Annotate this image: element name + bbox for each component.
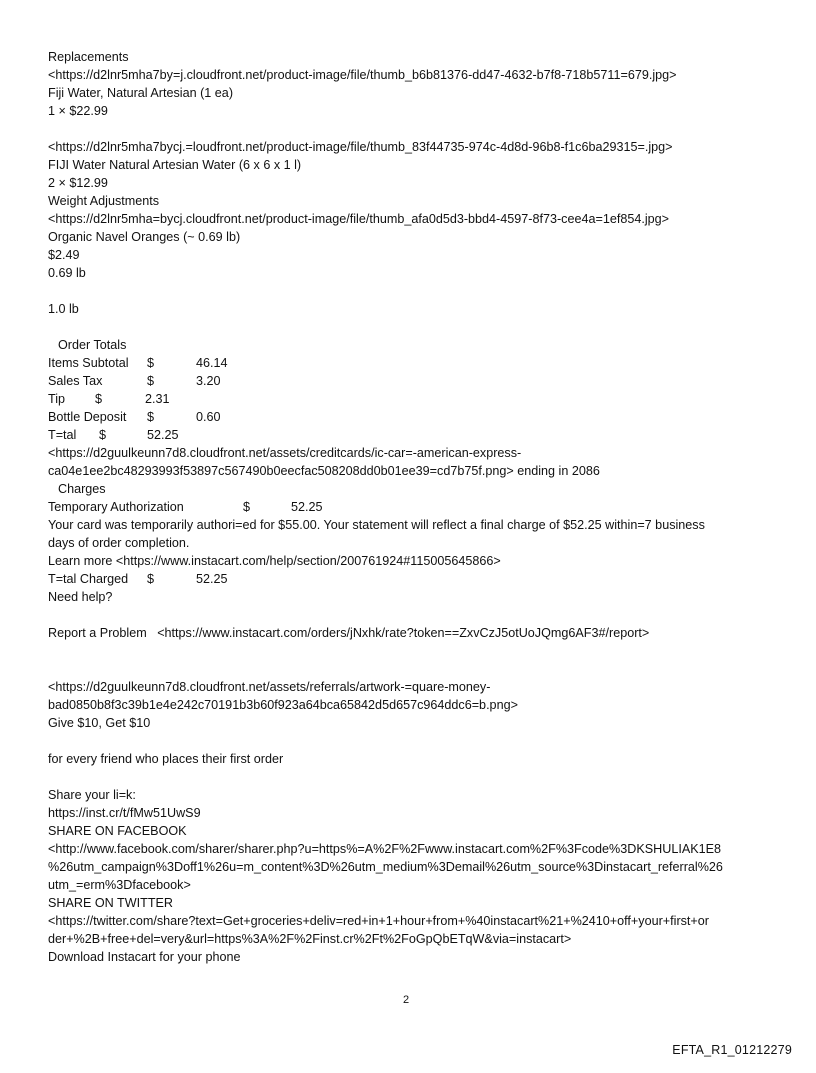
totals-row-value: 3.20 xyxy=(196,374,221,388)
document-id: EFTA_R1_01212279 xyxy=(672,1043,792,1057)
referral-headline: Give $10, Get $10 xyxy=(48,716,151,730)
twitter-url-line1: <https://twitter.com/share?text=Get+groceries+deliv=red+in+1+hour+from+%40instacart%21+%2410+off+your+first+or xyxy=(48,914,709,928)
totals-row-currency: $ xyxy=(99,428,107,442)
replacement-1-name: Fiji Water, Natural Artesian (1 ea) xyxy=(48,86,234,100)
replacement-2-quantity: 2 × $12.99 xyxy=(48,176,108,190)
totals-row-label: Bottle Deposit xyxy=(48,410,127,424)
referral-art-url-cont: bad0850b8f3c39b1e4e242c70191b3b60f923a64bca65842d5d657c964ddc6=b.png> xyxy=(48,698,518,712)
totals-row-label: Sales Tax xyxy=(48,374,103,388)
total-charged-label: T=tal Charged xyxy=(48,572,129,586)
totals-row-value: 46.14 xyxy=(196,356,228,370)
weight-item-name: Organic Navel Oranges (~ 0.69 lb) xyxy=(48,230,241,244)
order-totals-heading: Order Totals xyxy=(58,338,127,352)
total-charged-currency: $ xyxy=(147,572,155,586)
card-image-link[interactable]: <https://d2guulkeunn7d8.cloudfront.net/assets/creditcards/ic-car=-american-express- xyxy=(48,446,522,460)
totals-row-currency: $ xyxy=(95,392,103,406)
share-twitter-button[interactable]: SHARE ON TWITTER xyxy=(48,896,174,910)
referral-subline: for every friend who places their first order xyxy=(48,752,284,766)
share-link-label: Share your li=k: xyxy=(48,788,136,802)
download-app-link[interactable]: Download Instacart for your phone xyxy=(48,950,241,964)
totals-row-value: 2.31 xyxy=(145,392,170,406)
replacement-2-image-link[interactable]: <https://d2lnr5mha7bycj.=loudfront.net/product-image/file/thumb_83f44735-974c-4d8d-96b8-f1c6ba29315=.jpg> xyxy=(48,140,673,154)
facebook-url-line2: %26utm_campaign%3Doff1%26u=m_content%3D%26utm_medium%3Demail%26utm_source%3Dinstacart_referral%26 xyxy=(48,860,723,874)
auth-note-line2: days of order completion. xyxy=(48,536,190,550)
twitter-url-line2: der+%2B+free+del=very&url=https%3A%2F%2Finst.cr%2Ft%2FoGpQbETqW&via=instacart> xyxy=(48,932,572,946)
temp-auth-currency: $ xyxy=(243,500,251,514)
replacements-heading: Replacements xyxy=(48,50,129,64)
totals-row-label: T=tal xyxy=(48,428,77,442)
weight-final: 1.0 lb xyxy=(48,302,79,316)
facebook-url-line3: utm_=erm%3Dfacebook> xyxy=(48,878,191,892)
totals-row-currency: $ xyxy=(147,356,155,370)
facebook-url-line1: <http://www.facebook.com/sharer/sharer.php?u=https%=A%2F%2Fwww.instacart.com%2F%3Fcode%3DKSHULIAK1E8 xyxy=(48,842,722,856)
weight-item-price: $2.49 xyxy=(48,248,80,262)
totals-row-label: Items Subtotal xyxy=(48,356,129,370)
report-problem-link[interactable]: Report a Problem <https://www.instacart.com/orders/jNxhk/rate?token==ZxvCzJ5otUoJQmg6AF3#/report> xyxy=(48,626,650,640)
replacement-1-image-link[interactable]: <https://d2lnr5mha7by=j.cloudfront.net/product-image/file/thumb_b6b81376-dd47-4632-b7f8-718b5711=679.jpg> xyxy=(48,68,677,82)
weight-adjustments-heading: Weight Adjustments xyxy=(48,194,160,208)
total-charged-value: 52.25 xyxy=(196,572,228,586)
weight-item-image-link[interactable]: <https://d2lnr5mha=bycj.cloudfront.net/product-image/file/thumb_afa0d5d3-bbd4-4597-8f73-cee4a=1ef854.jpg> xyxy=(48,212,670,226)
card-ending: ca04e1ee2bc48293993f53897c567490b0eecfac508208dd0b01ee39=cd7b75f.png> ending in 2086 xyxy=(48,464,600,478)
referral-art-link[interactable]: <https://d2guulkeunn7d8.cloudfront.net/assets/referrals/artwork-=quare-money- xyxy=(48,680,491,694)
need-help-text: Need help? xyxy=(48,590,113,604)
totals-row-value: 52.25 xyxy=(147,428,179,442)
replacement-1-quantity: 1 × $22.99 xyxy=(48,104,108,118)
weight-original: 0.69 lb xyxy=(48,266,86,280)
auth-note-line1: Your card was temporarily authori=ed for $55.00. Your statement will reflect a final charge of $52.25 within=7 business xyxy=(48,518,705,532)
totals-row-value: 0.60 xyxy=(196,410,221,424)
replacement-2-name: FIJI Water Natural Artesian Water (6 x 6 x 1 l) xyxy=(48,158,302,172)
temp-auth-label: Temporary Authorization xyxy=(48,500,184,514)
totals-row-label: Tip xyxy=(48,392,66,406)
totals-row-currency: $ xyxy=(147,410,155,424)
totals-row-currency: $ xyxy=(147,374,155,388)
temp-auth-value: 52.25 xyxy=(291,500,323,514)
share-facebook-button[interactable]: SHARE ON FACEBOOK xyxy=(48,824,187,838)
charges-heading: Charges xyxy=(58,482,106,496)
learn-more-link[interactable]: Learn more <https://www.instacart.com/help/section/200761924#115005645866> xyxy=(48,554,501,568)
page-number: 2 xyxy=(403,994,410,1006)
share-link[interactable]: https://inst.cr/t/fMw51UwS9 xyxy=(48,806,201,820)
